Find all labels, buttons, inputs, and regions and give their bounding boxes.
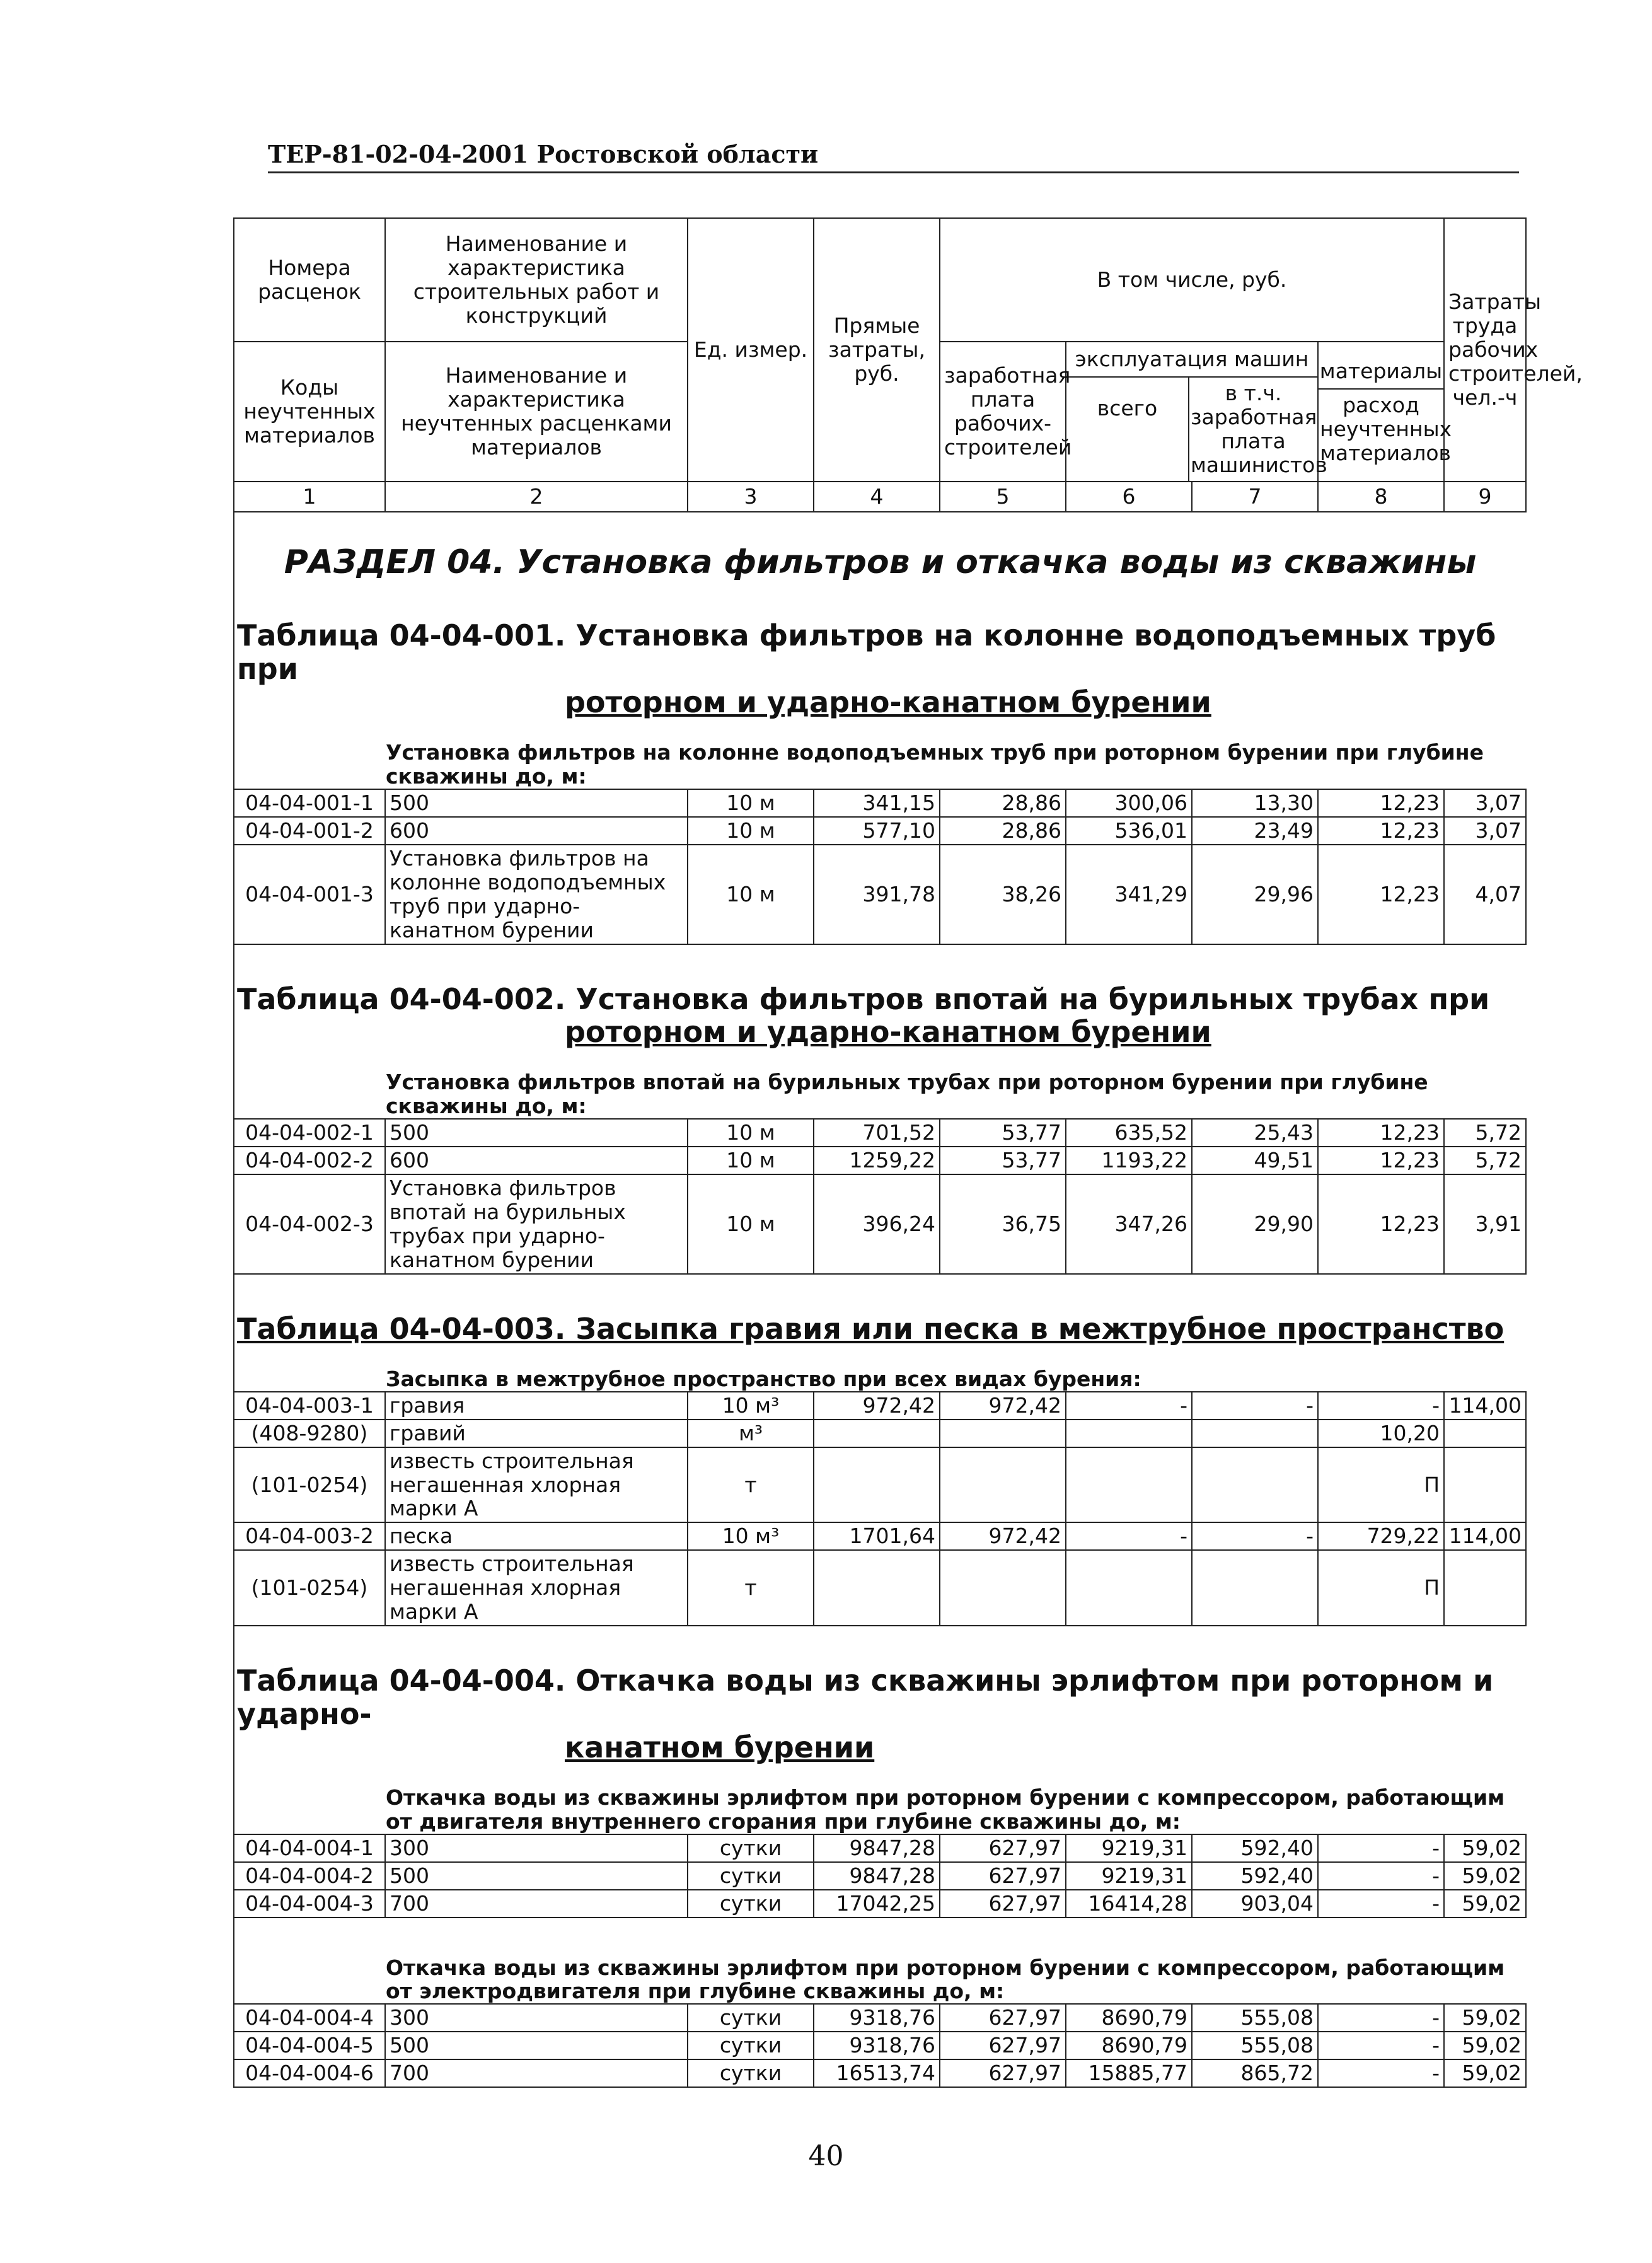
row-name: 600 (385, 817, 688, 845)
row-machine-wage: - (1192, 1392, 1318, 1420)
row-name: 300 (385, 1834, 688, 1862)
row-unit: сутки (688, 1890, 814, 1918)
row-direct-cost: 9318,76 (814, 2004, 940, 2032)
row-name: 600 (385, 1147, 688, 1174)
row-materials: 12,23 (1318, 1174, 1444, 1274)
num-2: 2 (385, 482, 688, 512)
row-labor: 5,72 (1444, 1119, 1526, 1147)
row-machine-wage: 13,30 (1192, 789, 1318, 817)
col-naim2: Наименование и характеристика неучтенных расценками материалов (385, 342, 688, 482)
table-header (234, 218, 1583, 512)
row-direct-cost: 391,78 (814, 845, 940, 944)
row-materials: - (1318, 2032, 1444, 2059)
row-direct-cost: 577,10 (814, 817, 940, 845)
col-v-tom: В том числе, руб. (940, 218, 1444, 342)
row-wage: 972,42 (940, 1522, 1066, 1550)
header-rule (268, 171, 1519, 173)
num-6: 6 (1066, 482, 1192, 512)
col-nomera: Номера расценок (234, 218, 385, 342)
row-labor (1444, 1447, 1526, 1523)
row-unit: 10 м³ (688, 1392, 814, 1420)
row-direct-cost: 701,52 (814, 1119, 940, 1147)
row-unit: 10 м (688, 789, 814, 817)
col-kody: Коды неучтенных материалов (234, 342, 385, 482)
num-1: 1 (234, 482, 385, 512)
row-machine-cost: 15885,77 (1066, 2059, 1192, 2087)
row-unit: 10 м (688, 1147, 814, 1174)
row-wage (940, 1420, 1066, 1447)
col-materialy: материалы (1319, 354, 1443, 390)
row-machine-cost: 341,29 (1066, 845, 1192, 944)
row-name: известь строительная негашенная хлорная марки А (385, 1447, 688, 1523)
row-materials: П (1318, 1447, 1444, 1523)
row-wage: 627,97 (940, 1834, 1066, 1862)
table-row (234, 1550, 1526, 1626)
row-machine-cost: - (1066, 1392, 1192, 1420)
row-machine-wage (1192, 1550, 1318, 1626)
row-direct-cost (814, 1420, 940, 1447)
table-row (234, 817, 1526, 845)
num-9: 9 (1444, 482, 1526, 512)
table-row (234, 1174, 1526, 1274)
row-machine-wage: - (1192, 1522, 1318, 1550)
row-materials: - (1318, 1392, 1444, 1420)
row-code: (101-0254) (234, 1447, 385, 1523)
row-code: 04-04-001-2 (234, 817, 385, 845)
row-machine-cost (1066, 1550, 1192, 1626)
group-caption: Откачка воды из скважины эрлифтом при роторном бурении с компрессором, работающим от электродвигателя при глубине скважины до, м: (234, 1918, 1526, 2005)
row-name: 300 (385, 2004, 688, 2032)
table-row (234, 2059, 1526, 2087)
row-machine-cost: 1193,22 (1066, 1147, 1192, 1174)
col-vtch: в т.ч. заработная плата машинистов (1191, 380, 1327, 477)
row-unit: сутки (688, 1834, 814, 1862)
row-unit: 10 м³ (688, 1522, 814, 1550)
row-labor: 114,00 (1444, 1392, 1526, 1420)
table-row (234, 2004, 1526, 2032)
row-materials: 12,23 (1318, 1147, 1444, 1174)
row-code: 04-04-004-4 (234, 2004, 385, 2032)
row-unit: сутки (688, 2004, 814, 2032)
row-labor (1444, 1550, 1526, 1626)
section-04 (234, 512, 1526, 607)
row-labor: 4,07 (1444, 845, 1526, 944)
row-direct-cost: 9847,28 (814, 1834, 940, 1862)
row-machine-wage: 555,08 (1192, 2032, 1318, 2059)
row-labor: 59,02 (1444, 1890, 1526, 1918)
row-machine-wage: 592,40 (1192, 1862, 1318, 1890)
row-code: 04-04-001-3 (234, 845, 385, 944)
table-title-line1: Таблица 04-04-004. Откачка воды из скважины эрлифтом при роторном и ударно- (237, 1664, 1494, 1732)
row-unit: сутки (688, 2059, 814, 2087)
num-3: 3 (688, 482, 814, 512)
row-machine-cost: 536,01 (1066, 817, 1192, 845)
row-machine-wage: 555,08 (1192, 2004, 1318, 2032)
row-machine-wage (1192, 1420, 1318, 1447)
table-title (234, 1626, 1526, 1764)
table-title (234, 944, 1526, 1050)
row-name: гравий (385, 1420, 688, 1447)
table-title (234, 606, 1526, 719)
col-pryamye: Прямые затраты, руб. (814, 218, 940, 482)
row-name: 500 (385, 1862, 688, 1890)
row-machine-wage: 25,43 (1192, 1119, 1318, 1147)
table-row (234, 2032, 1526, 2059)
row-machine-wage (1192, 1447, 1318, 1523)
row-code: 04-04-003-1 (234, 1392, 385, 1420)
row-direct-cost: 9847,28 (814, 1862, 940, 1890)
row-code: 04-04-004-2 (234, 1862, 385, 1890)
row-wage: 36,75 (940, 1174, 1066, 1274)
row-labor: 3,07 (1444, 817, 1526, 845)
col-ekspl-group (1066, 342, 1327, 482)
row-name: Установка фильтров на колонне водоподъемных труб при ударно-канатном бурении (385, 845, 688, 944)
row-name: Установка фильтров впотай на бурильных трубах при ударно-канатном бурении (385, 1174, 688, 1274)
row-direct-cost: 17042,25 (814, 1890, 940, 1918)
table-row (234, 1890, 1526, 1918)
col-zarplata: заработная плата рабочих-строителей (940, 342, 1066, 482)
row-machine-wage: 29,90 (1192, 1174, 1318, 1274)
row-direct-cost: 1701,64 (814, 1522, 940, 1550)
row-wage: 627,97 (940, 1862, 1066, 1890)
row-name: 500 (385, 2032, 688, 2059)
row-machine-wage: 49,51 (1192, 1147, 1318, 1174)
table-row (234, 1447, 1526, 1523)
row-machine-cost: - (1066, 1522, 1192, 1550)
table-title-line1: Таблица 04-04-001. Установка фильтров на колонне водоподъемных труб при (237, 618, 1496, 686)
col-materialy-group (1318, 342, 1452, 482)
row-materials: - (1318, 1862, 1444, 1890)
row-machine-cost: 300,06 (1066, 789, 1192, 817)
row-name: гравия (385, 1392, 688, 1420)
row-direct-cost: 972,42 (814, 1392, 940, 1420)
group-caption: Засыпка в межтрубное пространство при всех видах бурения: (234, 1346, 1526, 1392)
row-machine-wage: 29,96 (1192, 845, 1318, 944)
row-wage (940, 1550, 1066, 1626)
col-zatraty: Затраты труда рабочих строителей, чел.-ч (1444, 218, 1526, 482)
num-7: 7 (1192, 482, 1318, 512)
row-machine-cost (1066, 1447, 1192, 1523)
table-title-line1: Таблица 04-04-003. Засыпка гравия или песка в межтрубное пространство (237, 1311, 1505, 1346)
row-wage: 627,97 (940, 1890, 1066, 1918)
row-machine-wage: 592,40 (1192, 1834, 1318, 1862)
group-caption: Откачка воды из скважины эрлифтом при роторном бурении с компрессором, работающим от двигателя внутреннего сгорания при глубине скважины до, м: (234, 1764, 1526, 1834)
rows-t3 (234, 1392, 1526, 1626)
row-direct-cost: 16513,74 (814, 2059, 940, 2087)
row-machine-cost: 635,52 (1066, 1119, 1192, 1147)
row-code: 04-04-001-1 (234, 789, 385, 817)
table-row (234, 1147, 1526, 1174)
row-name: 700 (385, 2059, 688, 2087)
rows-t4b (234, 2004, 1526, 2087)
table-row (234, 1834, 1526, 1862)
row-materials: 12,23 (1318, 817, 1444, 845)
row-labor: 3,91 (1444, 1174, 1526, 1274)
row-machine-cost (1066, 1420, 1192, 1447)
rows-t2 (234, 1119, 1526, 1274)
table-04-04-003 (234, 1274, 1526, 1392)
group-caption: Установка фильтров впотай на бурильных трубах при роторном бурении при глубине скважины до, м: (234, 1049, 1526, 1119)
section-title: РАЗДЕЛ 04. Установка фильтров и откачка воды из скважины (234, 512, 1526, 607)
row-machine-cost: 347,26 (1066, 1174, 1192, 1274)
row-unit: м³ (688, 1420, 814, 1447)
col-ekspl: эксплуатация машин (1066, 342, 1317, 378)
row-direct-cost: 1259,22 (814, 1147, 940, 1174)
row-materials: П (1318, 1550, 1444, 1626)
row-machine-cost: 8690,79 (1066, 2032, 1192, 2059)
row-direct-cost: 9318,76 (814, 2032, 940, 2059)
row-code: 04-04-004-6 (234, 2059, 385, 2087)
row-materials: - (1318, 2059, 1444, 2087)
row-labor: 3,07 (1444, 789, 1526, 817)
rows-t1 (234, 789, 1526, 944)
price-table (233, 217, 1583, 2088)
row-wage: 627,97 (940, 2059, 1066, 2087)
row-materials: - (1318, 1834, 1444, 1862)
row-code: 04-04-004-5 (234, 2032, 385, 2059)
row-direct-cost (814, 1550, 940, 1626)
row-materials: 12,23 (1318, 845, 1444, 944)
row-wage: 53,77 (940, 1119, 1066, 1147)
row-materials: - (1318, 1890, 1444, 1918)
row-direct-cost: 396,24 (814, 1174, 940, 1274)
table-04-04-001 (234, 606, 1526, 789)
row-unit: сутки (688, 1862, 814, 1890)
row-machine-wage: 23,49 (1192, 817, 1318, 845)
row-materials: 12,23 (1318, 1119, 1444, 1147)
row-name: 700 (385, 1890, 688, 1918)
table-row (234, 789, 1526, 817)
table-row (234, 1862, 1526, 1890)
row-code: 04-04-002-3 (234, 1174, 385, 1274)
group-caption: Установка фильтров на колонне водоподъемных труб при роторном бурении при глубине скважины до, м: (234, 719, 1526, 789)
row-wage: 627,97 (940, 2004, 1066, 2032)
row-code: 04-04-004-3 (234, 1890, 385, 1918)
row-code: 04-04-003-2 (234, 1522, 385, 1550)
row-unit: т (688, 1447, 814, 1523)
row-wage: 972,42 (940, 1392, 1066, 1420)
row-labor: 59,02 (1444, 1834, 1526, 1862)
num-4: 4 (814, 482, 940, 512)
table-title (234, 1274, 1526, 1346)
row-name: 500 (385, 1119, 688, 1147)
row-direct-cost: 341,15 (814, 789, 940, 817)
row-machine-wage: 865,72 (1192, 2059, 1318, 2087)
row-wage: 53,77 (940, 1147, 1066, 1174)
row-wage: 38,26 (940, 845, 1066, 944)
row-labor: 5,72 (1444, 1147, 1526, 1174)
row-wage: 627,97 (940, 2032, 1066, 2059)
col-rashod: расход неучтенных материалов (1320, 392, 1452, 465)
row-labor: 114,00 (1444, 1522, 1526, 1550)
table-title-line1: Таблица 04-04-002. Установка фильтров впотай на бурильных трубах при (237, 981, 1490, 1016)
row-code: 04-04-002-2 (234, 1147, 385, 1174)
table-row (234, 1392, 1526, 1420)
row-machine-wage: 903,04 (1192, 1890, 1318, 1918)
row-unit: 10 м (688, 1174, 814, 1274)
row-name: 500 (385, 789, 688, 817)
row-direct-cost (814, 1447, 940, 1523)
row-name: песка (385, 1522, 688, 1550)
row-unit: 10 м (688, 1119, 814, 1147)
row-unit: т (688, 1550, 814, 1626)
table-title-line2: роторном и ударно-канатном бурении (565, 1015, 1211, 1050)
table-title-line2: канатном бурении (565, 1730, 875, 1764)
column-numbers (234, 482, 1526, 512)
row-unit: 10 м (688, 845, 814, 944)
col-naim: Наименование и характеристика строительных работ и конструкций (385, 218, 688, 342)
num-5: 5 (940, 482, 1066, 512)
row-labor: 59,02 (1444, 2032, 1526, 2059)
row-unit: 10 м (688, 817, 814, 845)
row-machine-cost: 9219,31 (1066, 1834, 1192, 1862)
row-labor: 59,02 (1444, 1862, 1526, 1890)
row-labor: 59,02 (1444, 2059, 1526, 2087)
row-wage: 28,86 (940, 789, 1066, 817)
row-code: (408-9280) (234, 1420, 385, 1447)
col-vsego: всего (1066, 378, 1189, 481)
row-code: 04-04-002-1 (234, 1119, 385, 1147)
row-wage: 28,86 (940, 817, 1066, 845)
row-machine-cost: 9219,31 (1066, 1862, 1192, 1890)
num-8: 8 (1318, 482, 1444, 512)
row-labor (1444, 1420, 1526, 1447)
table-04-04-004-group2 (234, 1918, 1526, 2005)
row-materials: 10,20 (1318, 1420, 1444, 1447)
rows-t4a (234, 1834, 1526, 1918)
document-header: ТЕР-81-02-04-2001 Ростовской области (268, 140, 819, 168)
table-04-04-002 (234, 944, 1526, 1120)
row-machine-cost: 16414,28 (1066, 1890, 1192, 1918)
table-row (234, 1119, 1526, 1147)
table-row (234, 1522, 1526, 1550)
row-labor: 59,02 (1444, 2004, 1526, 2032)
row-materials: 12,23 (1318, 789, 1444, 817)
row-unit: сутки (688, 2032, 814, 2059)
page-number: 40 (808, 2140, 844, 2172)
page-content (233, 217, 1583, 2088)
row-wage (940, 1447, 1066, 1523)
row-code: (101-0254) (234, 1550, 385, 1626)
row-machine-cost: 8690,79 (1066, 2004, 1192, 2032)
row-code: 04-04-004-1 (234, 1834, 385, 1862)
row-materials: - (1318, 2004, 1444, 2032)
table-title-line2: роторном и ударно-канатном бурении (565, 685, 1211, 720)
col-ed: Ед. измер. (688, 218, 814, 482)
row-name: известь строительная негашенная хлорная марки А (385, 1550, 688, 1626)
table-row (234, 845, 1526, 944)
table-04-04-004 (234, 1626, 1526, 1834)
table-row (234, 1420, 1526, 1447)
row-materials: 729,22 (1318, 1522, 1444, 1550)
